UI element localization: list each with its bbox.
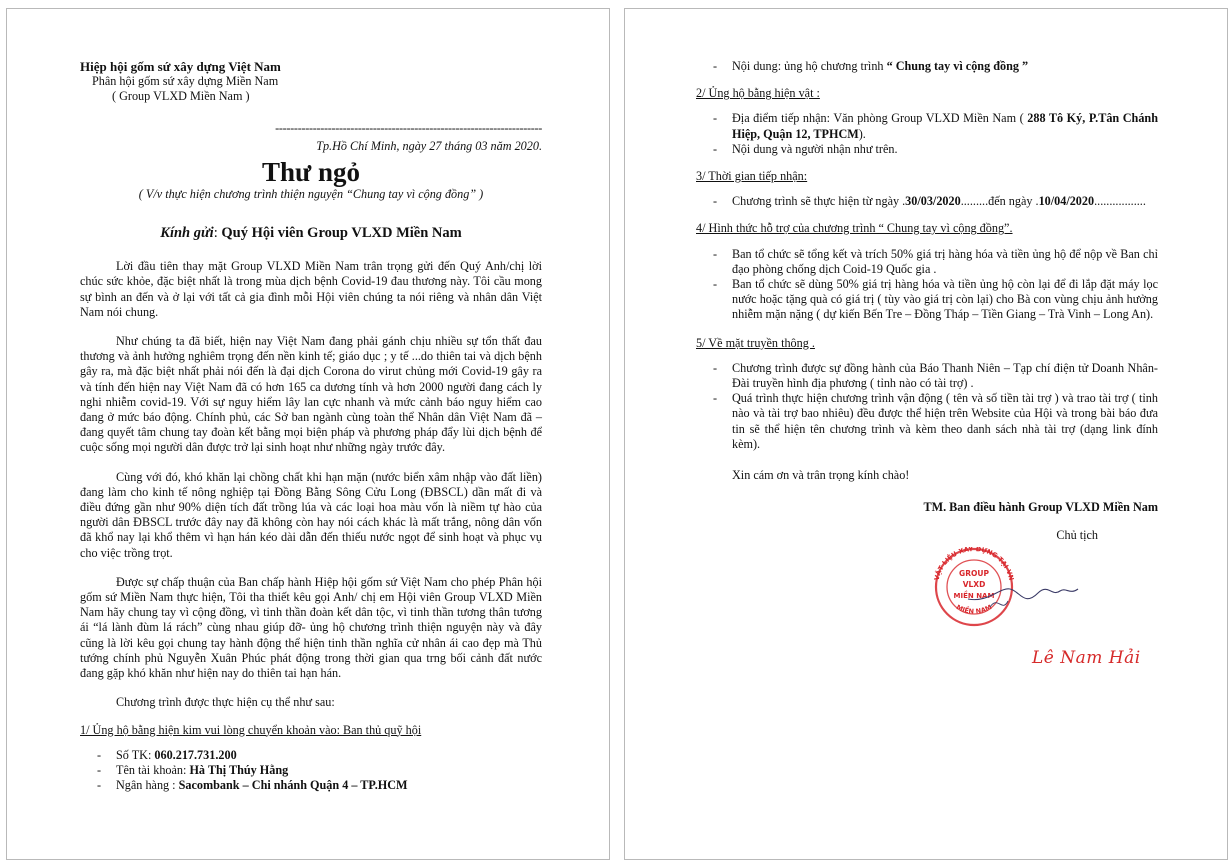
signature-title: TM. Ban điều hành Group VLXD Miền Nam (923, 500, 1158, 515)
item-label: Nội dung: ủng hộ chương trình (732, 59, 887, 73)
letter-date: Tp.Hồ Chí Minh, ngày 27 tháng 03 năm 2020. (316, 138, 542, 153)
time-list (696, 194, 1158, 209)
bank-details-list (80, 748, 542, 794)
page-2-content (696, 59, 1158, 668)
in-kind-list (696, 111, 1158, 157)
paragraph-5: Chương trình được thực hiện cụ thể như sau: (116, 695, 335, 710)
list-item (713, 59, 1158, 74)
list-item (97, 763, 542, 778)
office-address: 288 Tô Ký, P.Tân Chánh Hiệp, Quận 12, TPHCM (732, 111, 1158, 141)
start-date: 30/03/2020 (905, 194, 961, 209)
separator-dashes: ----------------------------------------------------------------------- (275, 120, 542, 135)
greeting-recipient: Quý Hội viên Group VLXD Miền Nam (221, 225, 462, 242)
item-label: Số TK: (116, 747, 155, 762)
end-date: 10/04/2020 (1038, 194, 1095, 209)
list-item (713, 194, 1158, 209)
seal-bottom-text: MIỀN NAM (954, 603, 994, 616)
program-name: “ Chung tay vì cộng đồng ” (886, 59, 1029, 73)
account-number: 060.217.731.200 (154, 747, 237, 762)
org-name: Hiệp hội gốm sứ xây dựng Việt Nam (80, 59, 281, 74)
org-group: ( Group VLXD Miền Nam ) (112, 89, 250, 104)
list-item (97, 748, 542, 763)
red-seal-stamp (928, 547, 1158, 647)
seal-center-line-1: GROUP (959, 569, 989, 578)
document-page-2 (624, 8, 1228, 860)
document-page-1 (6, 8, 610, 860)
list-item (97, 778, 542, 793)
letter-title: Thư ngỏ (262, 157, 360, 188)
list-item: - Ban tổ chức sẽ tổng kết và trích 50% giá trị hàng hóa và tiền ủng hộ để nộp về Ban chỉ đạo phòng chống dịch Coid-19 Quốc gia . (713, 247, 1158, 277)
list-item: - Nội dung và người nhận như trên. (713, 142, 1158, 157)
item-label: Ngân hàng : (116, 778, 179, 793)
content-list (696, 59, 1158, 74)
support-list (696, 247, 1158, 323)
greeting-label: Kính gửi (160, 225, 214, 242)
signature-role: Chủ tịch (1056, 527, 1098, 542)
section-2-heading: 2/ Ủng hộ bằng hiện vật : (696, 86, 820, 101)
paragraph-2: Như chúng ta đã biết, hiện nay Việt Nam đang phải gánh chịu nhiều sự tổn thất đau thương và ảnh hưởng nghiêm trọng đến nền kinh tế; giáo dục ; y tế ...do thiên tai và dịch bệnh gây ra, mà đặc biệt nhất phải nói đến là đại dịch Corona do virut chủng mới Covid-19 gây ra và tính đến hiện nay Việt Nam đã có hơn 165 ca dương tính và hơn 2000 người đang cách ly nghi nhiễm covid-19. Với sự nguy hiểm lây lan cực nhanh và mức cảnh báo nguy hiểm cao đang ở mức báo động. Chính phủ, các Sở ban ngành cùng toàn thể Nhân dân Việt Nam đã – đang quyết tâm chung tay đoàn kết bằng mọi biện pháp và phương pháp đẩy lùi dịch bệnh để cuộc sống mọi người dân được trở lại sinh hoạt như những ngày trước đây. (80, 334, 542, 455)
section-4-heading: 4/ Hình thức hỗ trợ của chương trình “ Chung tay vì cộng đồng”. (696, 221, 1013, 236)
greeting-colon: : (213, 225, 222, 242)
bank-name: Sacombank – Chi nhánh Quận 4 – TP.HCM (178, 778, 408, 793)
media-list (696, 361, 1158, 452)
seal-center-line-3: MIỀN NAM (953, 592, 995, 600)
seal-center-line-2: VLXD (962, 580, 986, 589)
paragraph-1: Lời đầu tiên thay mặt Group VLXD Miền Nam trân trọng gửi đến Quý Anh/chị lời chúc sức khỏe, đặc biệt nhất là trong mùa dịch bệnh Covid-19 đau thương này. Tôi cầu mong sự bình an đến và ở lại với tất cả gia đình mỗi Hội viên chúng ta nói riêng và nhân dân Việt Nam nói chung. (80, 259, 542, 319)
item-label: Chương trình sẽ thực hiện từ ngày . (732, 194, 906, 209)
item-end: ). (858, 126, 866, 141)
list-item: - Quá trình thực hiện chương trình vận động ( tên và số tiền tài trợ ) và trao tài trợ ( tỉnh nào và tài trợ bao nhiêu) đều được thể hiện trên Website của Hội và trong bài báo đưa tin sẽ thể hiện tên chương trình và kèm theo danh sách nhà tài trợ (dạng link đính kèm). (713, 391, 1158, 452)
greeting (80, 224, 542, 242)
seal-and-signature (928, 547, 1158, 647)
item-mid: .........đến ngày . (960, 194, 1039, 209)
paragraph-3: Cùng với đó, khó khăn lại chồng chất khi hạn mặn (nước biển xâm nhập vào đất liền) đang làm cho kinh tế nông nghiệp tại Đồng Bằng Sông Cửu Long (ĐBSCL) dần mất đi và điều đứng gần như 90% diện tích đất trồng lúa và các loại hoa màu vốn là niềm tự hào của người dân ĐBSCL trước đây nay đã không còn hay nói cách khác là mất trắng, nông dân vốn đã khổ nay lại khổ thêm vì hạn hán kéo dài dẫn đến thiếu nước ngọt để sinh hoạt và phục vụ cho việc trồng trọt. (80, 469, 542, 560)
seal-top-text: VẬT LIỆU XÂY DỰNG TẠI VN (932, 547, 1016, 582)
list-item: - Ban tổ chức sẽ dùng 50% giá trị hàng hóa và tiền ủng hộ còn lại để đi lắp đặt máy lọc nước hoặc tặng quà có giá trị ( tùy vào giá trị còn lại) cho Bà con vùng chịu ảnh hưởng nhiễm mặn nặng ( dự kiến Bến Tre – Đồng Tháp – Tiền Giang – Trà Vinh – Long An). (713, 277, 1158, 323)
signer-name: Lê Nam Hải (1032, 648, 1141, 668)
closing-line: Xin cám ơn và trân trọng kính chào! (732, 468, 910, 483)
account-name: Hà Thị Thúy Hằng (189, 762, 289, 777)
item-label: Tên tài khoản: (116, 762, 190, 777)
section-3-heading: 3/ Thời gian tiếp nhận: (696, 169, 808, 184)
paragraph-4: Được sự chấp thuận của Ban chấp hành Hiệp hội gốm sứ Việt Nam cho phép Phân hội gốm sứ Miền Nam thực hiện, Tôi tha thiết kêu gọi Anh/ chị em Hội viên Group VLXD Miền Nam hãy chung tay vì cộng đồng, vì tinh thần đoàn kết dân tộc, vì tinh thần tương thân tương ái “lá lành đùm lá rách” cùng nhau giúp đỡ- ủng hộ chương trình thiện nguyện này và đây cũng là lời kêu gọi chung tay hành động thể hiện tinh thần nghĩa cử nhân ái cao đẹp mà Thủ tướng chính phủ Nguyễn Xuân Phúc phát động trong thời gian qua trng bối cảnh đất nước đang gặp khó khăn như hiện nay do thiên tai hạn hán. (80, 574, 542, 681)
page-1-content (80, 59, 542, 793)
list-item (713, 111, 1158, 141)
item-label: Địa điểm tiếp nhận: Văn phòng Group VLXD Miền Nam ( (732, 111, 1028, 126)
section-5-heading: 5/ Về mặt truyền thông . (696, 335, 815, 350)
letter-subtitle: ( V/v thực hiện chương trình thiện nguyện “Chung tay vì cộng đồng” ) (138, 187, 484, 202)
item-end: ................. (1094, 194, 1146, 209)
list-item: - Chương trình được sự đồng hành của Báo Thanh Niên – Tạp chí điện tử Doanh Nhân- Đài truyền hình địa phương ( tỉnh nào có tài trợ) . (713, 361, 1158, 391)
org-branch: Phân hội gốm sứ xây dựng Miền Nam (92, 74, 279, 89)
section-1-heading: 1/ Ủng hộ bằng hiện kim vui lòng chuyển khoản vào: Ban thủ quỹ hội (80, 722, 422, 737)
